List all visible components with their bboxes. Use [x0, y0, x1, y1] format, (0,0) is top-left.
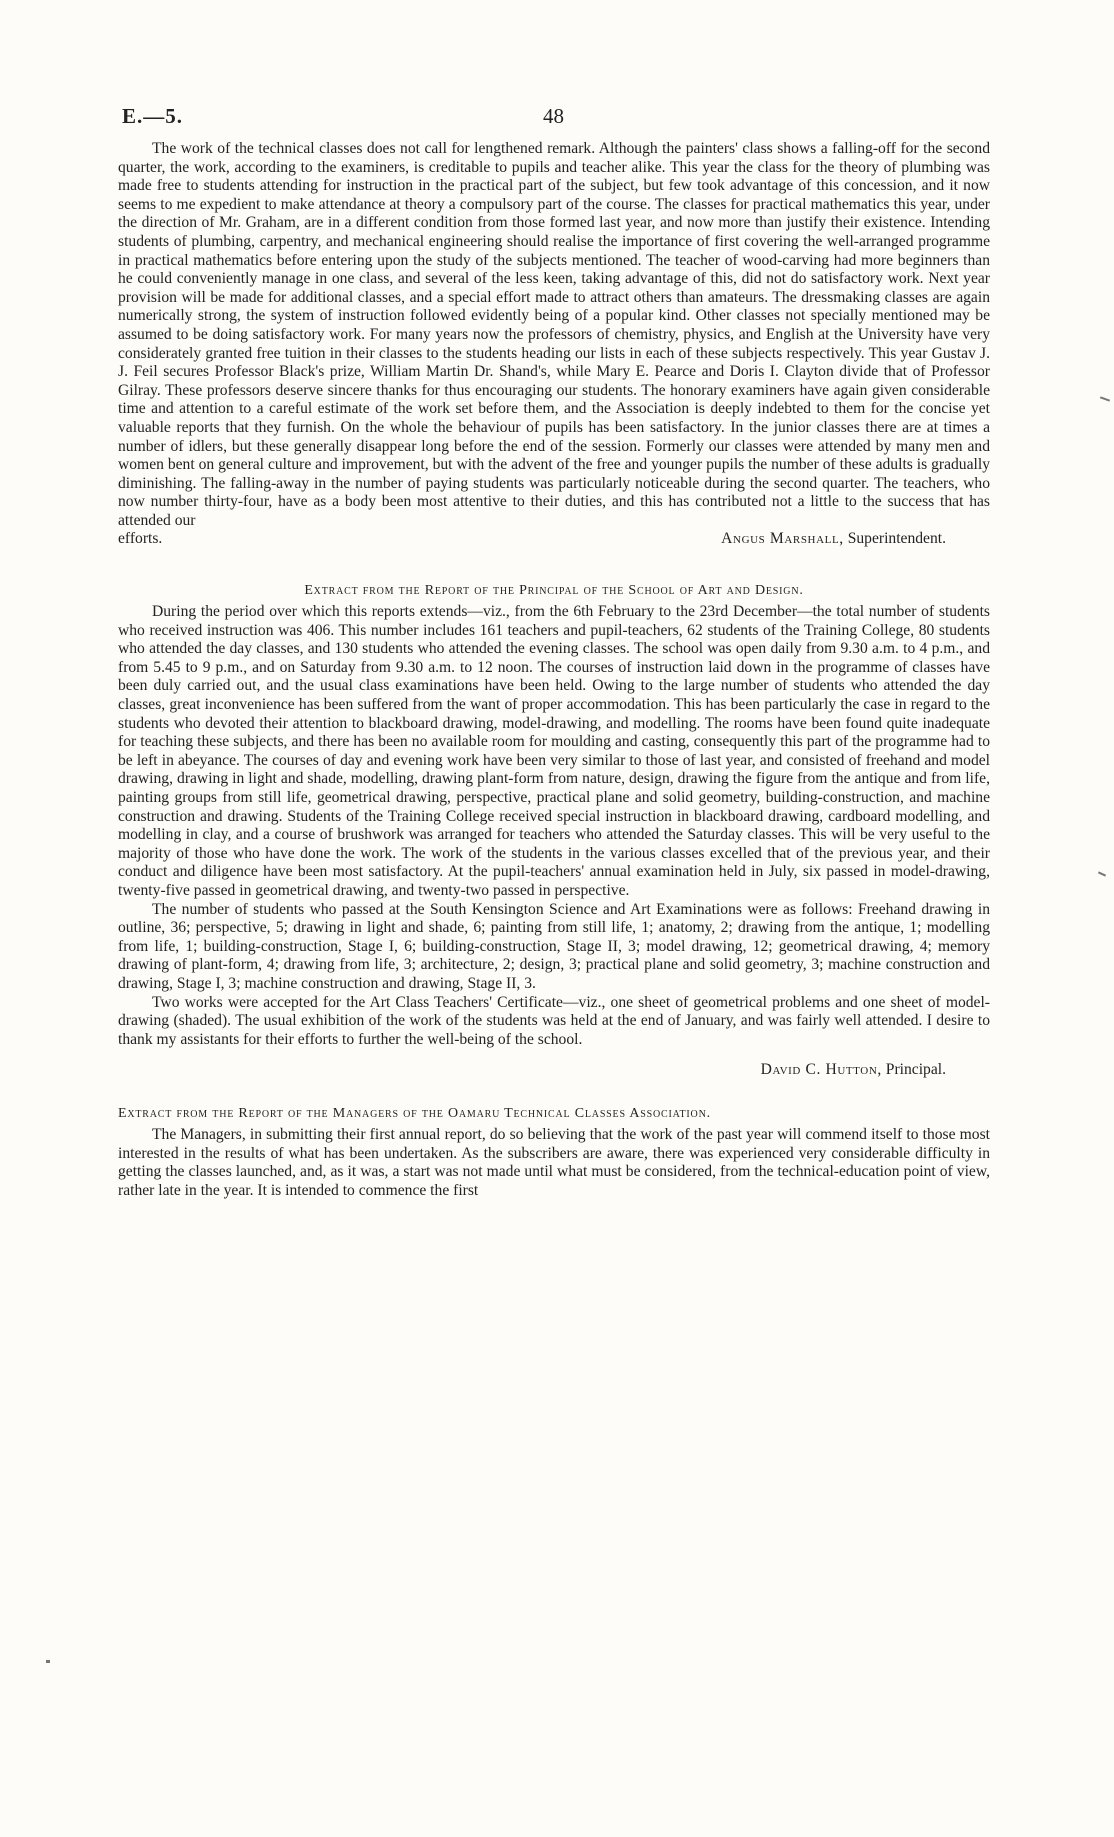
technical-classes-section — [118, 140, 990, 549]
art-school-paragraph-3: Two works were accepted for the Art Class Teachers' Certificate—viz., one sheet of geometrical problems and one sheet of model-drawing (shaded). The usual exhibition of the work of the students was held at the end of January, and was fairly well attended. I desire to thank my assistants for their efforts to further the well-being of the school. — [118, 993, 990, 1048]
page-reference: E.—5. — [122, 104, 184, 128]
art-school-paragraph-1: During the period over which this reports extends—viz., from the 6th February to the 23rd December—the total number of students who received instruction was 406. This number includes 161 teachers and pupil-teachers, 62 students of the Training College, 80 students who attended the day classes, and 130 students who attended the evening classes. The school was open daily from 9.30 a.m. to 4 p.m., and from 5.45 to 9 p.m., and on Saturday from 9.30 a.m. to 12 noon. The courses of instruction laid down in the programme of classes have been duly carried out, and the usual class examinations have been held. Owing to the large number of students who attended the day classes, great inconvenience has been suffered from the want of proper accommodation. This has been particularly the case in regard to the students who devoted their attention to blackboard drawing, model-drawing, and modelling. The rooms have been found quite inadequate for teaching these subjects, and there has been no available room for moulding and casting, consequently this part of the programme had to be left in abeyance. The courses of day and evening work have been very similar to those of last year, and consisted of freehand and model drawing, drawing in light and shade, modelling, drawing plant-form from nature, design, drawing the figure from the antique and from life, painting groups from still life, geometrical drawing, perspective, practical plane and solid geometry, building-construction, and machine construction and drawing. Students of the Training College received special instruction in blackboard drawing, cardboard modelling, and modelling in clay, and a course of brushwork was arranged for teachers who attended the Saturday classes. This will be very useful to the majority of those who have done the work. The work of the students in the various classes excelled that of the previous year, and their conduct and diligence have been most satisfactory. At the pupil-teachers' annual examination held in July, six passed in model-drawing, twenty-five passed in geometrical drawing, and twenty-two passed in perspective. — [118, 603, 990, 899]
signature-name: Angus Marshall, — [721, 530, 844, 548]
signature-title: Superintendent. — [847, 530, 946, 548]
technical-signature — [721, 530, 990, 549]
margin-mark — [46, 1660, 50, 1663]
art-school-heading: Extract from the Report of the Principal of the School of Art and Design. — [304, 583, 804, 599]
technical-classes-paragraph: The work of the technical classes does not call for lengthened remark. Although the painters' class shows a falling-off for the second quarter, the work, according to the examiners, is creditable to pupils and teacher alike. This year the class for the theory of plumbing was made free to students attending for instruction in the practical part of the subject, but few took advantage of this concession, and it now seems to me expedient to make attendance at theory a compulsory part of the course. The classes for practical mathematics this year, under the direction of Mr. Graham, are in a different condition from those formed last year, and now more than justify their existence. Intending students of plumbing, carpentry, and mechanical engineering should realise the importance of first covering the well-arranged programme in practical mathematics before entering upon the study of the subjects mentioned. The teacher of wood-carving had more beginners than he could conveniently manage in one class, and several of the less keen, taking advantage of this, did not do satisfactory work. Next year provision will be made for additional classes, and a special effort made to attract others than amateurs. The dressmaking classes are again numerically strong, the system of instruction followed evidently being of a popular kind. Other classes not specially mentioned may be assumed to be doing satisfactory work. For many years now the professors of chemistry, physics, and English at the University have very considerately granted free tuition in their classes to the students heading our lists in each of these subjects respectively. This year Gustav J. J. Feil secures Professor Black's prize, William Martin Dr. Shand's, while Mary E. Pearce and Doris I. Clayton divide that of Professor Gilray. These professors deserve sincere thanks for thus encouraging our students. The honorary examiners have again given considerable time and attention to a careful estimate of the work set before them, and the Association is deeply indebted to them for the concise yet valuable reports that they furnish. On the whole the behaviour of pupils has been satisfactory. In the junior classes there are at times a number of idlers, but these generally disappear long before the end of the session. Formerly our classes were attended by many men and women bent on general culture and improvement, but with the advent of the free and younger pupils the number of these adults is gradually diminishing. The falling-away in the number of paying students was particularly noticeable during the second quarter. The teachers, who now number thirty-four, have as a body been most attentive to their duties, and this has contributed not a little to the success that has attended our — [118, 140, 990, 529]
margin-mark — [1100, 396, 1110, 401]
technical-closing-line — [118, 530, 990, 549]
oamaru-paragraph-1: The Managers, in submitting their first annual report, do so believing that the work of the past year will commend itself to those most interested in the results of what has been undertaken. As the subscribers are aware, there was experienced very considerable difficulty in getting the classes launched, and, as it was, a start was not made until what must be considered, from the technical-education point of view, rather late in the year. It is intended to commence the first — [118, 1125, 990, 1199]
art-school-section — [118, 583, 990, 1080]
art-school-signature — [118, 1061, 990, 1080]
page-number: 48 — [543, 104, 564, 128]
page-header — [118, 100, 990, 140]
signature-name: David C. Hutton, — [760, 1061, 882, 1079]
oamaru-heading: Extract from the Report of the Managers of the Oamaru Technical Classes Association. — [118, 1105, 711, 1121]
signature-title: Principal. — [885, 1061, 946, 1079]
oamaru-section — [118, 1106, 990, 1200]
closing-word: efforts. — [118, 530, 163, 548]
art-school-paragraph-2: The number of students who passed at the South Kensington Science and Art Examinations were as follows: Freehand drawing in outline, 36; perspective, 5; drawing in light and shade, 6; painting from still life, 1; anatomy, 2; drawing from the antique, 1; modelling from life, 1; building-construction, Stage I, 6; building-construction, Stage II, 3; model drawing, 12; geometrical drawing, 4; memory drawing of plant-form, 4; drawing from life, 3; architecture, 2; design, 3; practical plane and solid geometry, 3; machine construction and drawing, Stage I, 3; machine construction and drawing, Stage II, 3. — [118, 900, 990, 992]
document-page — [118, 100, 990, 1200]
margin-mark — [1098, 871, 1106, 876]
